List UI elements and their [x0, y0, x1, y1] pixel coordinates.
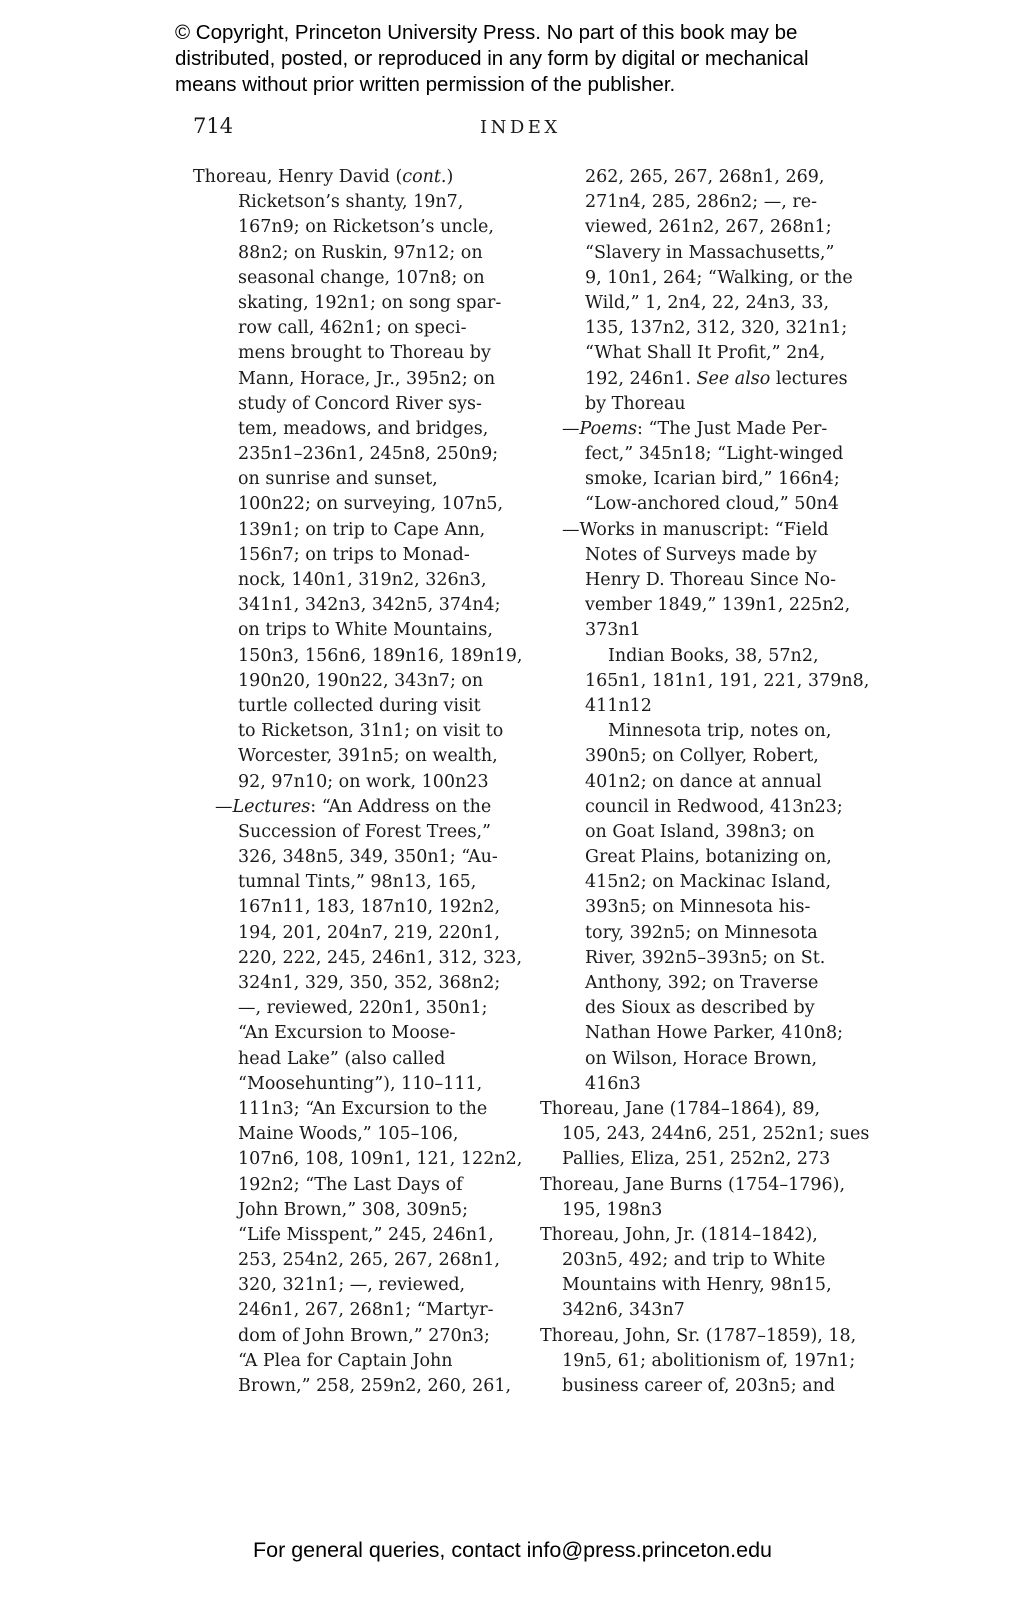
footer-contact: For general queries, contact info@press.princeton.edu — [252, 1538, 772, 1562]
index-entry-line: Henry D. Thoreau Since No- — [585, 570, 837, 590]
index-entry-line: vember 1849,” 139n1, 225n2, — [585, 595, 851, 616]
index-entry-line: 320, 321n1; —, reviewed, — [238, 1275, 466, 1296]
index-entry-line: Notes of Surveys made by — [585, 544, 817, 565]
index-entry-line: —, reviewed, 220n1, 350n1; — [238, 998, 488, 1019]
index-entry-line: nock, 140n1, 319n2, 326n3, — [238, 570, 487, 590]
index-entry-line: 135, 137n2, 312, 320, 321n1; — [585, 318, 848, 339]
index-entry-line: 194, 201, 204n7, 219, 220n1, — [238, 922, 500, 943]
index-entry-line: Minnesota trip, notes on, — [608, 721, 832, 742]
index-entry-line: Indian Books, 38, 57n2, — [608, 645, 819, 666]
index-entry-line: study of Concord River sys- — [238, 393, 482, 414]
copyright-line: distributed, posted, or reproduced in any form by digital or mechanical — [175, 47, 809, 70]
copyright-notice — [175, 20, 895, 98]
index-entry-line: 390n5; on Collyer, Robert, — [585, 746, 819, 767]
index-entry-line: mens brought to Thoreau by — [238, 343, 491, 364]
index-entry-line: River, 392n5–393n5; on St. — [585, 947, 826, 968]
index-entry-line: —Works in manuscript: “Field — [562, 519, 829, 540]
index-entry-line: “What Shall It Profit,” 2n4, — [585, 343, 826, 364]
index-entry-line: 203n5, 492; and trip to White — [562, 1250, 826, 1271]
index-entry-line: turtle collected during visit — [238, 695, 481, 716]
index-entry-line: “An Excursion to Moose- — [238, 1023, 456, 1044]
index-entry-line: 416n3 — [585, 1073, 641, 1094]
index-entry-line: on sunrise and sunset, — [238, 469, 438, 490]
index-entry-line: des Sioux as described by — [585, 998, 815, 1019]
index-entry-line: tem, meadows, and bridges, — [238, 418, 489, 439]
index-entry-line: 195, 198n3 — [562, 1199, 663, 1220]
index-entry-line: smoke, Icarian bird,” 166n4; — [585, 469, 840, 490]
index-entry-line: Nathan Howe Parker, 410n8; — [585, 1023, 844, 1044]
page-number: 714 — [193, 114, 234, 138]
index-entry-line: 167n9; on Ricketson’s uncle, — [238, 217, 494, 238]
index-entry-line: John Brown,” 308, 309n5; — [238, 1199, 468, 1220]
index-entry-line: viewed, 261n2, 267, 268n1; — [585, 217, 832, 238]
index-entry-line: Worcester, 391n5; on wealth, — [238, 746, 498, 767]
index-entry-line: 246n1, 267, 268n1; “Martyr- — [238, 1300, 494, 1321]
index-entry-line: head Lake” (also called — [238, 1048, 446, 1069]
index-entry-line: Great Plains, botanizing on, — [585, 847, 832, 868]
index-entry-line: —Lectures: “An Address on the — [215, 796, 492, 817]
index-entry-line: 9, 10n1, 264; “Walking, or the — [585, 267, 853, 288]
index-entry-line: 393n5; on Minnesota his- — [585, 897, 811, 918]
index-entry-line: 271n4, 285, 286n2; —, re- — [585, 192, 817, 213]
index-entry-line: 100n22; on surveying, 107n5, — [238, 494, 504, 515]
index-entry-heading: Thoreau, John, Jr. (1814–1842), — [540, 1224, 818, 1245]
index-entry-line: Anthony, 392; on Traverse — [585, 973, 819, 993]
index-column-left — [193, 165, 533, 1399]
index-entry-line: 150n3, 156n6, 189n16, 189n19, — [238, 645, 523, 666]
index-entry-line: 253, 254n2, 265, 267, 268n1, — [238, 1250, 500, 1271]
index-entry-line: on Goat Island, 398n3; on — [585, 821, 815, 842]
index-entry-line: 156n7; on trips to Monad- — [238, 544, 470, 565]
index-entry-line: 19n5, 61; abolitionism of, 197n1; — [562, 1350, 856, 1371]
index-entry-line: 92, 97n10; on work, 100n23 — [238, 771, 489, 792]
index-entry-line: seasonal change, 107n8; on — [238, 267, 485, 288]
index-entry-line: 326, 348n5, 349, 350n1; “Au- — [238, 847, 498, 868]
index-entry-line: 192, 246n1. See also lectures — [585, 368, 848, 389]
index-entry-line: 167n11, 183, 187n10, 192n2, — [238, 897, 501, 918]
index-entry-line: —Poems: “The Just Made Per- — [562, 418, 828, 439]
running-head: INDEX — [480, 117, 561, 138]
index-entry-line: 220, 222, 245, 246n1, 312, 323, — [238, 947, 523, 968]
index-entry-line: “Slavery in Massachusetts,” — [585, 242, 835, 263]
index-column-right — [540, 165, 880, 1399]
index-entry-line: Mountains with Henry, 98n15, — [562, 1275, 832, 1296]
index-entry-line: fect,” 345n18; “Light-winged — [585, 444, 844, 465]
index-entry-line: 88n2; on Ruskin, 97n12; on — [238, 242, 483, 263]
index-entry-heading: Thoreau, Henry David (cont.) — [193, 167, 454, 187]
index-entry-heading: Thoreau, Jane Burns (1754–1796), — [540, 1174, 846, 1195]
index-entry-line: skating, 192n1; on song spar- — [238, 292, 502, 313]
index-entry-line: tory, 392n5; on Minnesota — [585, 922, 818, 943]
index-entry-line: to Ricketson, 31n1; on visit to — [238, 721, 504, 742]
index-entry-line: 373n1 — [585, 620, 641, 641]
index-entry-line: 105, 243, 244n6, 251, 252n1; sues — [562, 1124, 870, 1145]
index-entry-line: 401n2; on dance at annual — [585, 771, 822, 792]
index-entry-line: 107n6, 108, 109n1, 121, 122n2, — [238, 1149, 523, 1170]
index-entry-line: by Thoreau — [585, 393, 686, 414]
index-entry-line: 411n12 — [585, 695, 652, 716]
index-entry-line: 165n1, 181n1, 191, 221, 379n8, — [585, 670, 870, 691]
index-entry-line: Wild,” 1, 2n4, 22, 24n3, 33, — [585, 292, 830, 313]
index-entry-heading: Thoreau, John, Sr. (1787–1859), 18, — [540, 1325, 857, 1346]
copyright-line: means without prior written permission of the publisher. — [175, 73, 676, 96]
index-entry-line: business career of, 203n5; and — [562, 1376, 836, 1396]
index-entry-line: “Moosehunting”), 110–111, — [238, 1073, 483, 1094]
copyright-line: © Copyright, Princeton University Press. No part of this book may be — [175, 21, 798, 44]
index-entry-line: 111n3; “An Excursion to the — [238, 1098, 488, 1119]
index-entry-line: row call, 462n1; on speci- — [238, 318, 467, 339]
index-entry-line: Maine Woods,” 105–106, — [238, 1124, 459, 1145]
index-entry-line: 415n2; on Mackinac Island, — [585, 872, 832, 893]
index-entry-line: council in Redwood, 413n23; — [585, 796, 843, 817]
index-entry-line: 324n1, 329, 350, 352, 368n2; — [238, 973, 501, 993]
index-entry-line: Pallies, Eliza, 251, 252n2, 273 — [562, 1149, 831, 1170]
index-entry-line: 342n6, 343n7 — [562, 1300, 685, 1321]
index-entry-line: 139n1; on trip to Cape Ann, — [238, 519, 486, 540]
index-entry-line: “Life Misspent,” 245, 246n1, — [238, 1224, 494, 1245]
index-entry-line: Mann, Horace, Jr., 395n2; on — [238, 368, 496, 389]
index-entry-line: tumnal Tints,” 98n13, 165, — [238, 872, 477, 893]
index-entry-line: 262, 265, 267, 268n1, 269, — [585, 167, 825, 187]
index-entry-heading: Thoreau, Jane (1784–1864), 89, — [540, 1098, 821, 1119]
index-entry-line: on trips to White Mountains, — [238, 620, 493, 641]
index-entry-line: “A Plea for Captain John — [238, 1350, 453, 1371]
index-entry-line: Ricketson’s shanty, 19n7, — [238, 192, 464, 213]
index-entry-line: 341n1, 342n3, 342n5, 374n4; — [238, 595, 501, 616]
index-entry-line: 190n20, 190n22, 343n7; on — [238, 670, 484, 691]
index-entry-line: “Low-anchored cloud,” 50n4 — [585, 494, 839, 515]
index-entry-line: 192n2; “The Last Days of — [238, 1174, 463, 1195]
index-entry-line: 235n1–236n1, 245n8, 250n9; — [238, 444, 499, 465]
index-entry-line: Brown,” 258, 259n2, 260, 261, — [238, 1376, 512, 1396]
index-entry-line: dom of John Brown,” 270n3; — [238, 1325, 490, 1346]
index-entry-line: on Wilson, Horace Brown, — [585, 1048, 818, 1069]
index-entry-line: Succession of Forest Trees,” — [238, 821, 491, 842]
